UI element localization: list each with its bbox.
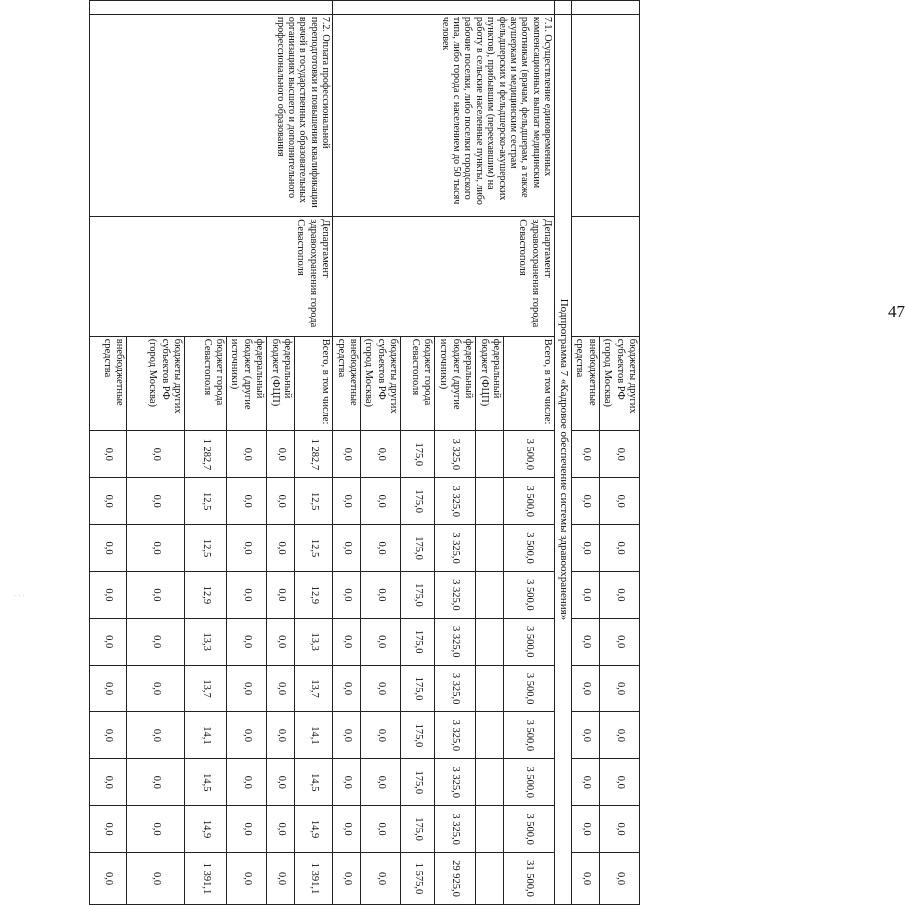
value-cell: 14,5 — [295, 759, 333, 806]
value-cell: 0,0 — [572, 571, 600, 618]
value-cell: 0,0 — [572, 618, 600, 665]
value-cell: 0,0 — [267, 712, 295, 759]
value-cell: 0,0 — [90, 571, 127, 618]
financing-table — [89, 0, 640, 905]
source-label: бюджеты других субъектов РФ (город Москва) — [127, 336, 185, 431]
value-cell: 0,0 — [90, 806, 127, 853]
table-row — [599, 1, 639, 905]
scan-mark: · · · — [14, 592, 25, 600]
value-cell: 0,0 — [90, 525, 127, 572]
value-cell: 175,0 — [401, 806, 435, 853]
value-cell: 0,0 — [90, 618, 127, 665]
value-cell: 13,3 — [185, 618, 227, 665]
value-cell: 0,0 — [572, 478, 600, 525]
value-cell: 0,0 — [599, 759, 639, 806]
value-cell: 0,0 — [227, 759, 267, 806]
value-cell: 0,0 — [333, 431, 361, 478]
value-cell: 3 500,0 — [504, 431, 555, 478]
value-cell: 0,0 — [90, 759, 127, 806]
value-cell: 0,0 — [127, 525, 185, 572]
value-cell: 0,0 — [361, 712, 401, 759]
value-cell: 0,0 — [572, 665, 600, 712]
value-cell: 175,0 — [401, 759, 435, 806]
source-label: внебюджетные средства — [333, 336, 361, 431]
value-cell: 0,0 — [572, 431, 600, 478]
value-cell: 0,0 — [333, 665, 361, 712]
value-cell: 31 500,0 — [504, 853, 555, 905]
value-cell: 175,0 — [401, 571, 435, 618]
value-cell: 3 500,0 — [504, 525, 555, 572]
value-cell: 0,0 — [599, 571, 639, 618]
value-cell: 0,0 — [572, 759, 600, 806]
value-cell: 13,7 — [295, 665, 333, 712]
value-cell: 3 325,0 — [435, 806, 476, 853]
source-label: федеральный бюджет (другие источники) — [227, 336, 267, 431]
value-cell: 0,0 — [361, 431, 401, 478]
value-cell: 0,0 — [227, 665, 267, 712]
value-cell — [476, 853, 504, 905]
subprogram-row — [555, 1, 572, 905]
value-cell: 0,0 — [267, 478, 295, 525]
value-cell: 0,0 — [227, 431, 267, 478]
value-cell — [476, 712, 504, 759]
value-cell: 0,0 — [127, 665, 185, 712]
value-cell — [476, 431, 504, 478]
source-label: бюджеты других субъектов РФ (город Москва) — [599, 336, 639, 431]
source-label: внебюджетные средства — [572, 336, 600, 431]
value-cell: 0,0 — [361, 571, 401, 618]
value-cell: 0,0 — [127, 431, 185, 478]
value-cell: 0,0 — [599, 712, 639, 759]
value-cell: 1 391,1 — [185, 853, 227, 905]
value-cell: 0,0 — [127, 759, 185, 806]
value-cell: 0,0 — [333, 478, 361, 525]
subprogram-title: Подпрограмма 7 «Кадровое обеспечение системы здравоохранения» — [555, 14, 572, 904]
value-cell: 0,0 — [127, 712, 185, 759]
blank-name-cell — [572, 14, 640, 216]
value-cell: 3 325,0 — [435, 525, 476, 572]
value-cell: 0,0 — [333, 525, 361, 572]
value-cell — [476, 571, 504, 618]
value-cell: 12,5 — [185, 525, 227, 572]
value-cell: 0,0 — [90, 431, 127, 478]
value-cell — [476, 665, 504, 712]
measure-name: 7.1. Осуществление единовременных компенсационных выплат медицинским работникам (врачам, фельдшерам, а также акушеркам и медицинским сестрам фельдшерских и фельдшерско-акушерских пунктов), прибывшим (переехавшим) на работу в сельские населенные пункты, либо рабочие поселки, либо поселки городского типа, либо города с населением до 50 тысяч человек — [333, 14, 555, 216]
page-number: 47 — [888, 302, 905, 321]
value-cell: 0,0 — [90, 712, 127, 759]
value-cell: 0,0 — [127, 618, 185, 665]
value-cell — [476, 525, 504, 572]
value-cell: 0,0 — [267, 525, 295, 572]
value-cell: 1 391,1 — [295, 853, 333, 905]
value-cell: 12,9 — [185, 571, 227, 618]
value-cell: 0,0 — [227, 478, 267, 525]
value-cell: 0,0 — [361, 806, 401, 853]
value-cell: 14,1 — [295, 712, 333, 759]
value-cell: 12,5 — [295, 525, 333, 572]
value-cell: 1 575,0 — [401, 853, 435, 905]
measure-executor: Департамент здравоохранения города Севастополя — [333, 217, 555, 336]
source-label: бюджет города Севастополя — [401, 336, 435, 431]
value-cell — [476, 478, 504, 525]
value-cell: 3 325,0 — [435, 712, 476, 759]
value-cell: 0,0 — [361, 665, 401, 712]
value-cell: 0,0 — [333, 759, 361, 806]
value-cell: 0,0 — [267, 806, 295, 853]
measure-executor: Департамент здравоохранения города Севастополя — [90, 217, 333, 336]
value-cell: 0,0 — [599, 665, 639, 712]
value-cell: 0,0 — [127, 571, 185, 618]
source-label: федеральный бюджет (ФЦП) — [476, 336, 504, 431]
value-cell — [476, 618, 504, 665]
value-cell: 0,0 — [227, 618, 267, 665]
value-cell: 14,5 — [185, 759, 227, 806]
value-cell: 0,0 — [127, 478, 185, 525]
value-cell: 3 325,0 — [435, 665, 476, 712]
value-cell: 0,0 — [333, 853, 361, 905]
value-cell: 3 500,0 — [504, 759, 555, 806]
value-cell: 0,0 — [333, 806, 361, 853]
value-cell: 1 282,7 — [295, 431, 333, 478]
value-cell: 3 500,0 — [504, 665, 555, 712]
value-cell: 14,1 — [185, 712, 227, 759]
value-cell: 0,0 — [333, 712, 361, 759]
value-cell: 12,5 — [295, 478, 333, 525]
value-cell: 0,0 — [599, 525, 639, 572]
value-cell: 0,0 — [127, 853, 185, 905]
value-cell: 0,0 — [227, 571, 267, 618]
value-cell: 3 500,0 — [504, 712, 555, 759]
value-cell: 0,0 — [227, 525, 267, 572]
value-cell: 3 325,0 — [435, 478, 476, 525]
value-cell: 12,9 — [295, 571, 333, 618]
value-cell: 0,0 — [127, 806, 185, 853]
value-cell: 3 500,0 — [504, 571, 555, 618]
value-cell: 3 325,0 — [435, 571, 476, 618]
measure-name: 7.2. Оплата профессиональной переподготовки и повышения квалификации врачей в государственных образовательных организациях высшего и дополнительного профессионального образования — [90, 14, 333, 216]
blank-executor-cell — [572, 217, 640, 336]
value-cell: 13,3 — [295, 618, 333, 665]
source-label: бюджеты других субъектов РФ (город Москва) — [361, 336, 401, 431]
value-cell — [476, 806, 504, 853]
value-cell: 3 325,0 — [435, 618, 476, 665]
value-cell: 0,0 — [361, 618, 401, 665]
value-cell: 0,0 — [90, 478, 127, 525]
value-cell: 0,0 — [267, 665, 295, 712]
value-cell: 0,0 — [227, 853, 267, 905]
edge-cell — [333, 1, 555, 15]
value-cell: 29 925,0 — [435, 853, 476, 905]
value-cell: 0,0 — [572, 712, 600, 759]
value-cell: 0,0 — [267, 853, 295, 905]
value-cell: 175,0 — [401, 618, 435, 665]
value-cell: 0,0 — [599, 431, 639, 478]
value-cell: 175,0 — [401, 478, 435, 525]
value-cell: 3 500,0 — [504, 618, 555, 665]
value-cell: 14,9 — [295, 806, 333, 853]
source-label: Всего, в том числе: — [504, 336, 555, 431]
value-cell: 0,0 — [267, 571, 295, 618]
value-cell: 175,0 — [401, 525, 435, 572]
edge-cell — [555, 1, 572, 15]
value-cell: 0,0 — [599, 853, 639, 905]
value-cell: 0,0 — [599, 478, 639, 525]
value-cell: 0,0 — [361, 525, 401, 572]
table-row — [504, 1, 555, 905]
value-cell: 0,0 — [333, 571, 361, 618]
value-cell: 3 500,0 — [504, 478, 555, 525]
value-cell: 0,0 — [361, 853, 401, 905]
value-cell: 0,0 — [90, 853, 127, 905]
value-cell: 12,5 — [185, 478, 227, 525]
value-cell: 3 325,0 — [435, 431, 476, 478]
source-label: бюджет города Севастополя — [185, 336, 227, 431]
value-cell: 0,0 — [599, 806, 639, 853]
value-cell: 0,0 — [267, 618, 295, 665]
value-cell: 3 325,0 — [435, 759, 476, 806]
value-cell — [476, 759, 504, 806]
value-cell: 0,0 — [227, 806, 267, 853]
value-cell: 0,0 — [361, 759, 401, 806]
value-cell: 13,7 — [185, 665, 227, 712]
value-cell: 0,0 — [599, 618, 639, 665]
value-cell: 175,0 — [401, 712, 435, 759]
edge-cell — [572, 1, 640, 15]
source-label: федеральный бюджет (другие источники) — [435, 336, 476, 431]
value-cell: 1 282,7 — [185, 431, 227, 478]
value-cell: 0,0 — [361, 478, 401, 525]
value-cell: 0,0 — [227, 712, 267, 759]
value-cell: 0,0 — [267, 759, 295, 806]
edge-cell — [90, 1, 333, 15]
value-cell: 0,0 — [333, 618, 361, 665]
value-cell: 0,0 — [267, 431, 295, 478]
value-cell: 0,0 — [572, 853, 600, 905]
value-cell: 0,0 — [572, 525, 600, 572]
value-cell: 175,0 — [401, 665, 435, 712]
value-cell: 3 500,0 — [504, 806, 555, 853]
source-label: Всего, в том числе: — [295, 336, 333, 431]
source-label: внебюджетные средства — [90, 336, 127, 431]
source-label: федеральный бюджет (ФЦП) — [267, 336, 295, 431]
value-cell: 175,0 — [401, 431, 435, 478]
table-row — [295, 1, 333, 905]
value-cell: 0,0 — [90, 665, 127, 712]
value-cell: 14,9 — [185, 806, 227, 853]
value-cell: 0,0 — [572, 806, 600, 853]
